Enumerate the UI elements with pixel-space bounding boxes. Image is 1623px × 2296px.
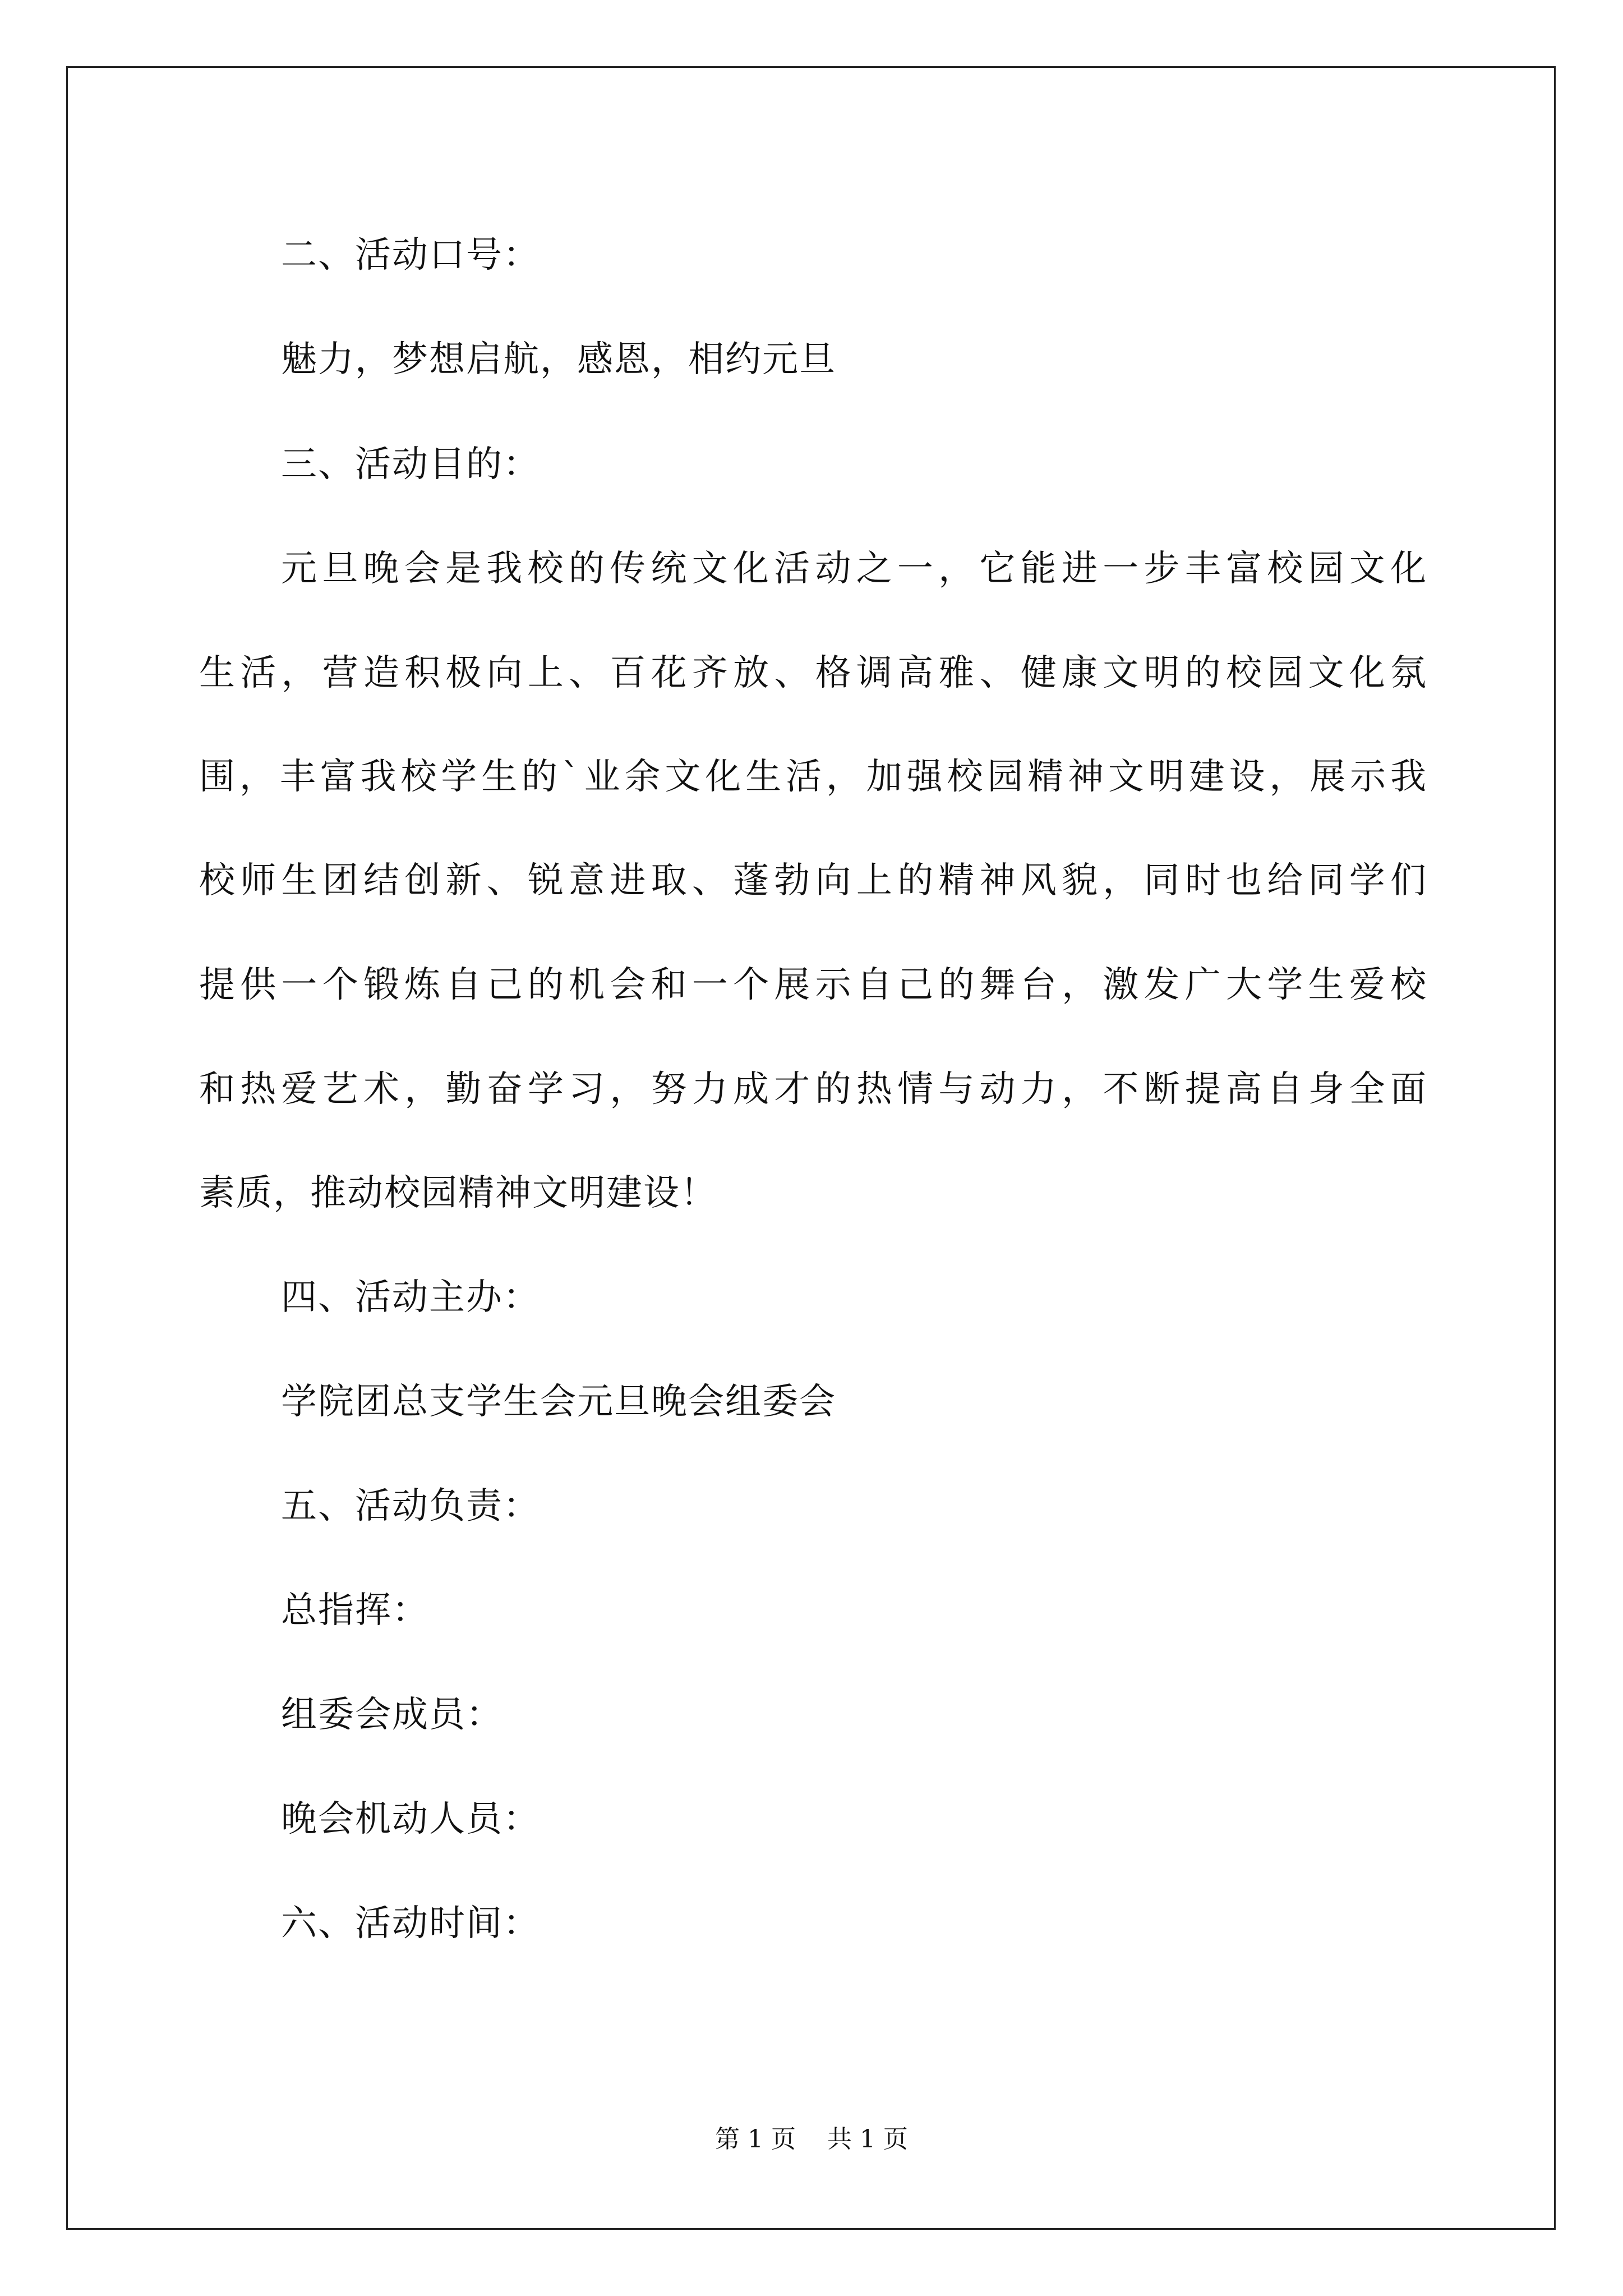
chief-director-label: 总指挥： (281, 1590, 429, 1631)
section-heading-time: 六、活动时间： (281, 1903, 540, 1944)
purpose-paragraph-line: 围，丰富我校学生的`业余文化生活，加强校园精神文明建设，展示我 (199, 756, 1427, 798)
purpose-paragraph-line: 提供一个锻炼自己的机会和一个展示自己的舞台，激发广大学生爱校 (199, 964, 1427, 1006)
purpose-paragraph-line: 校师生团结创新、锐意进取、蓬勃向上的精神风貌，同时也给同学们 (199, 860, 1427, 901)
purpose-paragraph-line: 元旦晚会是我校的传统文化活动之一，它能进一步丰富校园文化 (281, 548, 1427, 590)
purpose-paragraph-line: 素质，推动校园精神文明建设！ (199, 1172, 717, 1214)
section-heading-slogan: 二、活动口号： (281, 234, 540, 276)
organizer-text: 学院团总支学生会元旦晚会组委会 (281, 1381, 836, 1423)
committee-members-label: 组委会成员： (281, 1694, 503, 1736)
section-heading-purpose: 三、活动目的： (281, 444, 540, 485)
section-heading-responsible: 五、活动负责： (281, 1485, 540, 1527)
purpose-paragraph-line: 生活，营造积极向上、百花齐放、格调高雅、健康文明的校园文化氛 (199, 652, 1427, 694)
purpose-paragraph-line: 和热爱艺术，勤奋学习，努力成才的热情与动力，不断提高自身全面 (199, 1069, 1427, 1110)
slogan-text: 魅力，梦想启航，感恩，相约元旦 (281, 339, 836, 380)
mobile-staff-label: 晚会机动人员： (281, 1798, 540, 1840)
section-heading-organizer: 四、活动主办： (281, 1277, 540, 1318)
page-number-footer: 第 1 页 共 1 页 (715, 2125, 908, 2154)
